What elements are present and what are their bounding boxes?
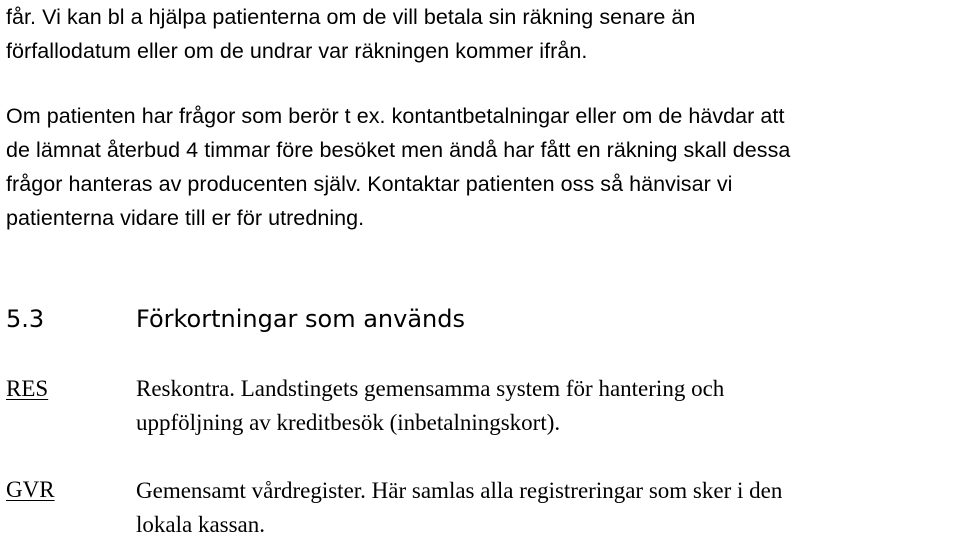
- text-line: patienterna vidare till er för utredning.: [6, 206, 365, 230]
- text-line: får. Vi kan bl a hjälpa patienterna om de vill betala sin räkning senare än: [6, 5, 696, 29]
- abbreviation-definition-gvr: [136, 474, 782, 542]
- abbreviation-term-res: RES: [6, 376, 49, 401]
- text-line: de lämnat återbud 4 timmar före besöket men ändå har fått en räkning skall dessa: [6, 138, 791, 162]
- section-number: 5.3: [6, 305, 45, 333]
- paragraph-payment-help: [6, 0, 695, 68]
- abbreviation-definition-res: [136, 372, 724, 440]
- text-line: Reskontra. Landstingets gemensamma system för hantering och: [136, 376, 725, 401]
- text-line: uppföljning av kreditbesök (inbetalningskort).: [136, 410, 561, 435]
- text-line: frågor hanteras av producenten själv. Kontaktar patienten oss så hänvisar vi: [6, 172, 733, 196]
- text-line: Om patienten har frågor som berör t ex. kontantbetalningar eller om de hävdar att: [6, 104, 785, 128]
- section-heading: [6, 302, 465, 336]
- section-title: Förkortningar som används: [136, 305, 466, 333]
- paragraph-patient-questions: [6, 99, 790, 235]
- abbreviation-term-gvr: GVR: [6, 477, 55, 502]
- text-line: förfallodatum eller om de undrar var räkningen kommer ifrån.: [6, 39, 588, 63]
- text-line: lokala kassan.: [136, 512, 266, 537]
- text-line: Gemensamt vårdregister. Här samlas alla registreringar som sker i den: [136, 478, 783, 503]
